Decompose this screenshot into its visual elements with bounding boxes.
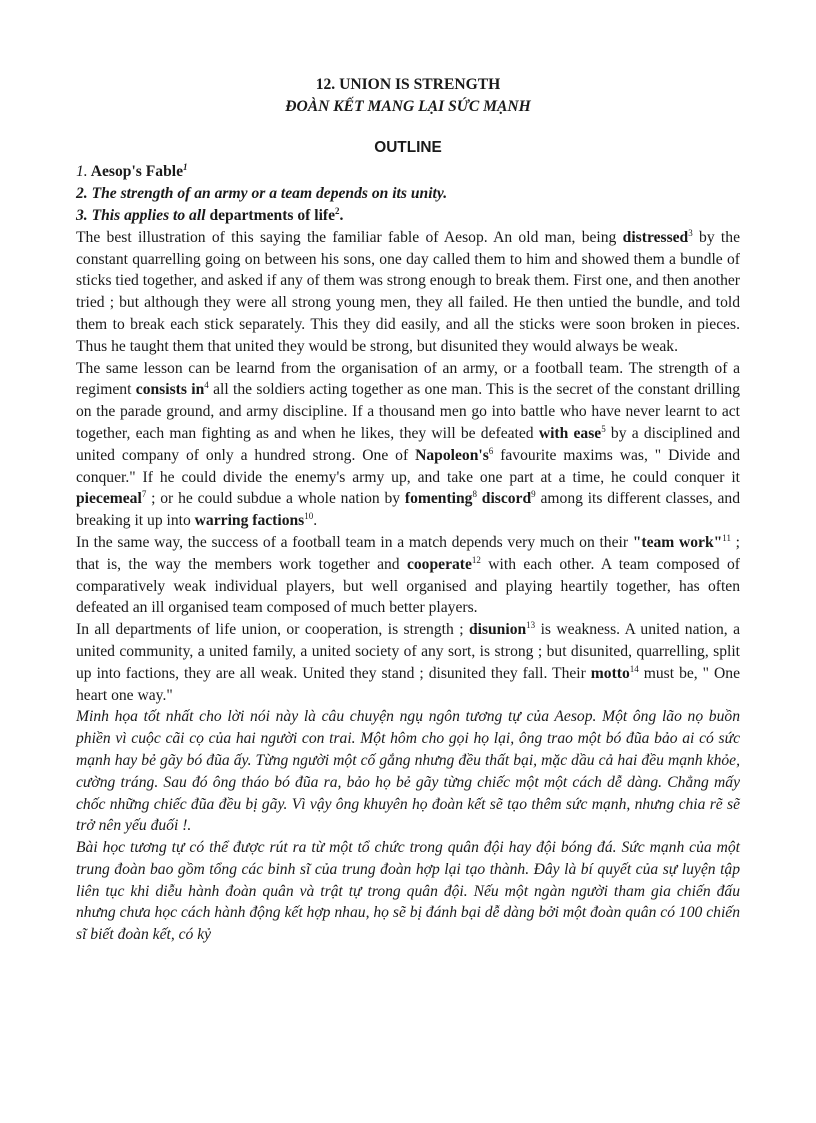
keyword: "team work" xyxy=(632,533,723,551)
text-run: ; or he could subdue a whole nation by xyxy=(146,490,405,508)
footnote-ref: 10 xyxy=(304,510,314,521)
text-run: The same lesson can be learnd from the organisation of an army, or a football team. The strength of a regiment xyxy=(76,359,740,399)
footnote-ref: 9 xyxy=(531,489,536,500)
footnote-ref: 13 xyxy=(526,619,536,630)
outline-item-end: . xyxy=(339,206,344,224)
outline-item-text: Aesop's Fable xyxy=(87,163,184,181)
text-run: favourite maxims was, " Divide and conquer." If he could divide the enemy's army up, and take one part at a time, he could conquer it xyxy=(76,446,740,486)
outline-item-text: 2. The strength of an army or a team depends on its unity. xyxy=(76,185,448,203)
outline-item-1 xyxy=(76,161,740,183)
text-run: The best illustration of this saying the familiar fable of Aesop. An old man, being xyxy=(76,228,623,246)
keyword: cooperate xyxy=(406,555,472,573)
keyword: motto xyxy=(590,664,630,682)
paragraph-3 xyxy=(76,532,740,619)
text-run: In the same way, the success of a football team in a match depends very much on their xyxy=(76,533,633,551)
keyword: departments of life xyxy=(209,206,336,224)
footnote-ref: 8 xyxy=(472,489,477,500)
page-title: 12. UNION IS STRENGTH xyxy=(315,76,501,93)
outline-item-text: 3. This applies to all xyxy=(76,206,210,224)
text-run: all the soldiers acting together as one man. This is the secret of the constant drilling on the parade ground, and army discipline. If a thousand men go into battle who have never learnt to act together, each man fighting as and when he likes, they will be defeated xyxy=(76,381,741,442)
text-run: . xyxy=(313,512,318,530)
footnote-ref: 7 xyxy=(141,489,147,500)
footnote-ref: 3 xyxy=(688,227,693,238)
vietnamese-paragraph-2: Bài học tương tự có thể được rút ra từ một tổ chức trong quân đội hay đội bóng đá. Sức mạnh của một trung đoàn bao gồm tổng các binh sĩ của trung đoàn hợp lại tạo thành. Đây là bí quyết của sự luyện tập liên tục khi diễu hành đoàn quân và trật tự trong quân đội. Nếu một ngàn người tham gia chiến đấu nhưng chưa học cách hành động kết hợp nhau, họ sẽ bị đánh bại dễ dàng bởi một đoàn quân có 100 chiến sĩ biết đoàn kết, có kỷ xyxy=(76,839,740,944)
keyword: consists in xyxy=(135,381,205,399)
document-page xyxy=(76,74,740,946)
keyword: fomenting xyxy=(404,490,473,508)
outline-item-2 xyxy=(76,183,740,205)
page-subtitle-vietnamese: ĐOÀN KẾT MANG LẠI SỨC MẠNH xyxy=(285,97,531,115)
footnote-ref: 1 xyxy=(183,162,188,173)
outline-item-3 xyxy=(76,205,740,227)
keyword: piecemeal xyxy=(76,490,142,508)
paragraph-2 xyxy=(76,358,740,532)
footnote-ref: 12 xyxy=(471,554,481,565)
text-run: must be, " One heart one way." xyxy=(76,664,740,704)
footnote-ref: 5 xyxy=(601,423,606,434)
footnote-ref: 4 xyxy=(204,380,209,391)
text-run: is weakness. A united nation, a united community, a united family, a united society of any sort, is strong ; but disunited, quarrelling, split up into factions, they are all weak. United they stand ; disunited they fall. Their xyxy=(76,621,740,682)
text-run: In all departments of life union, or cooperation, is strength ; xyxy=(76,621,469,639)
keyword: Napoleon's xyxy=(415,446,489,464)
footnote-ref: 11 xyxy=(722,532,731,543)
outline-item-number: 1. xyxy=(76,163,88,181)
paragraph-1 xyxy=(76,227,740,358)
keyword: discord xyxy=(481,490,532,508)
keyword: with ease xyxy=(538,424,602,442)
vietnamese-paragraph-1: Minh họa tốt nhất cho lời nói này là câu chuyện ngụ ngôn tương tự của Aesop. Một ông lão nọ buồn phiền vì cuộc cãi cọ của hai người con trai. Một hôm cho gọi họ lại, ông trao một bó đũa bảo ai có sức mạnh hay bẻ gãy bó đũa ấy. Từng người một cố gắng nhưng đều thất bại, mặc dầu cả hai đều mạnh khỏe, cường tráng. Sau đó ông tháo bó đũa ra, bảo họ bẻ gãy từng chiếc một một cách dễ dàng. Chẳng mấy chốc những chiếc đũa đều bị gãy. Vì vậy ông khuyên họ đoàn kết sẽ tạo thêm sức mạnh, nhưng chia rẽ sẽ trở nên yếu đuối !. xyxy=(76,708,740,835)
keyword: disunion xyxy=(468,621,527,639)
keyword: warring factions xyxy=(194,512,305,530)
text-run: by the constant quarrelling going on between his sons, one day called them to him and showed them a bundle of sticks tied together, and asked if any of them was strong enough to break them. First one, and then another tried ; but although they were all strong young men, they all failed. He then untied the bundle, and told them to break each stick separately. This they did easily, and all the sticks were soon broken in pieces. Thus he taught them that united they would be strong, but disunited they would always be weak. xyxy=(76,228,740,355)
footnote-ref: 14 xyxy=(629,663,639,674)
text-run: ; that is, the way the members work together and xyxy=(76,533,740,573)
paragraph-4 xyxy=(76,619,740,706)
footnote-ref: 6 xyxy=(488,445,494,456)
keyword: distressed xyxy=(622,228,689,246)
text-run: among its different classes, and breaking it up into xyxy=(76,490,740,530)
footnote-ref: 2 xyxy=(335,205,340,216)
text-run: with each other. A team composed of comparatively weak individual players, but well organised and playing heartily together, has often defeated an ill organised team composed of much better players. xyxy=(76,555,740,617)
text-run: by a disciplined and united company of only a hundred strong. One of xyxy=(76,424,740,464)
outline-heading: OUTLINE xyxy=(374,138,442,156)
